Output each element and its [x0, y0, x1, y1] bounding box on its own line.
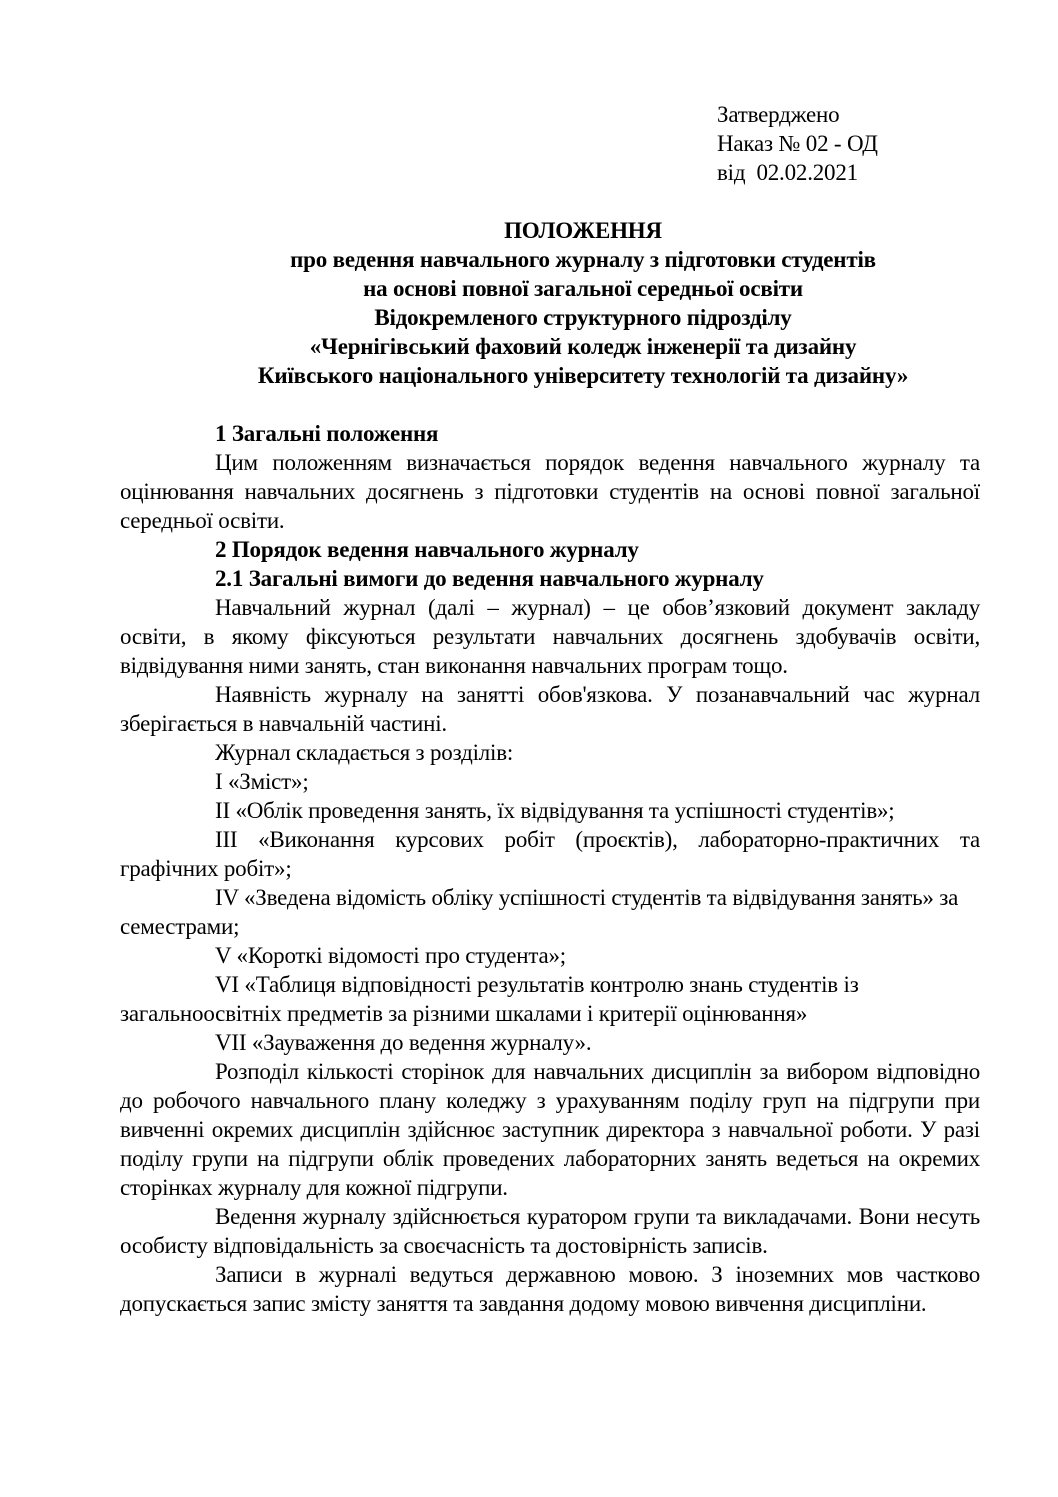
title-line: «Чернігівський фаховий коледж інженерії та дизайну [309, 334, 857, 359]
list-item-section-3: III «Виконання курсових робіт (проєктів), лабораторно-практичних та графічних робіт»; [120, 827, 980, 881]
paragraph: Цим положенням визначається порядок ведення навчального журналу та оцінювання навчальних досягнень з підготовки студентів на основі повної загальної середньої освіти. [120, 450, 980, 533]
document-body [120, 419, 980, 1318]
list-item-section-1: I «Зміст»; [215, 769, 309, 794]
list-item-section-6: VI «Таблиця відповідності результатів контролю знань студентів із загальноосвітніх предметів за різними шкалами і критерії оцінювання» [120, 972, 859, 1026]
paragraph: Журнал складається з розділів: [215, 740, 514, 765]
section-heading-1: 1 Загальні положення [215, 421, 439, 446]
approval-line-approved: Затверджено [717, 102, 840, 127]
approval-line-order-number: Наказ № 02 - ОД [717, 131, 878, 156]
paragraph: Розподіл кількості сторінок для навчальних дисциплін за вибором відповідно до робочого навчального плану коледжу з урахуванням поділу груп на підгрупи при вивченні окремих дисциплін здійснює заступник директора з навчальної роботи. У разі поділу групи на підгрупи облік проведених лабораторних занять ведеться на окремих сторінках журналу для кожної підгрупи. [120, 1059, 980, 1200]
paragraph: Наявність журналу на занятті обов'язкова. У позанавчальний час журнал зберігається в навчальній частині. [120, 682, 980, 736]
title-line: про ведення навчального журналу з підготовки студентів [290, 247, 876, 272]
document-content [120, 100, 980, 1318]
document-title-block [120, 216, 980, 390]
title-line-main: ПОЛОЖЕННЯ [504, 218, 662, 243]
list-item-section-7: VII «Зауваження до ведення журналу». [215, 1030, 592, 1055]
list-item-section-5: V «Короткі відомості про студента»; [215, 943, 566, 968]
paragraph: Записи в журналі ведуться державною мовою. З іноземних мов частково допускається запис змісту заняття та завдання додому мовою вивчення дисципліни. [120, 1262, 980, 1316]
title-line: Відокремленого структурного підрозділу [374, 305, 792, 330]
approval-line-date: від 02.02.2021 [717, 160, 858, 185]
section-heading-2: 2 Порядок ведення навчального журналу [215, 537, 639, 562]
paragraph: Ведення журналу здійснюється куратором групи та викладачами. Вони несуть особисту відповідальність за своєчасність та достовірність записів. [120, 1204, 980, 1258]
list-item-section-2: II «Облік проведення занять, їх відвідування та успішності студентів»; [215, 798, 895, 823]
section-heading-2-1: 2.1 Загальні вимоги до ведення навчального журналу [215, 566, 764, 591]
list-item-section-4: IV «Зведена відомість обліку успішності студентів та відвідування занять» за семестрами; [120, 885, 959, 939]
paragraph: Навчальний журнал (далі – журнал) – це обов’язковий документ закладу освіти, в якому фіксуються результати навчальних досягнень здобувачів освіти, відвідування ними занять, стан виконання навчальних програм тощо. [120, 595, 980, 678]
title-line: на основі повної загальної середньої освіти [363, 276, 803, 301]
title-line: Київського національного університету технологій та дизайну» [257, 363, 909, 388]
approval-block [717, 100, 980, 187]
